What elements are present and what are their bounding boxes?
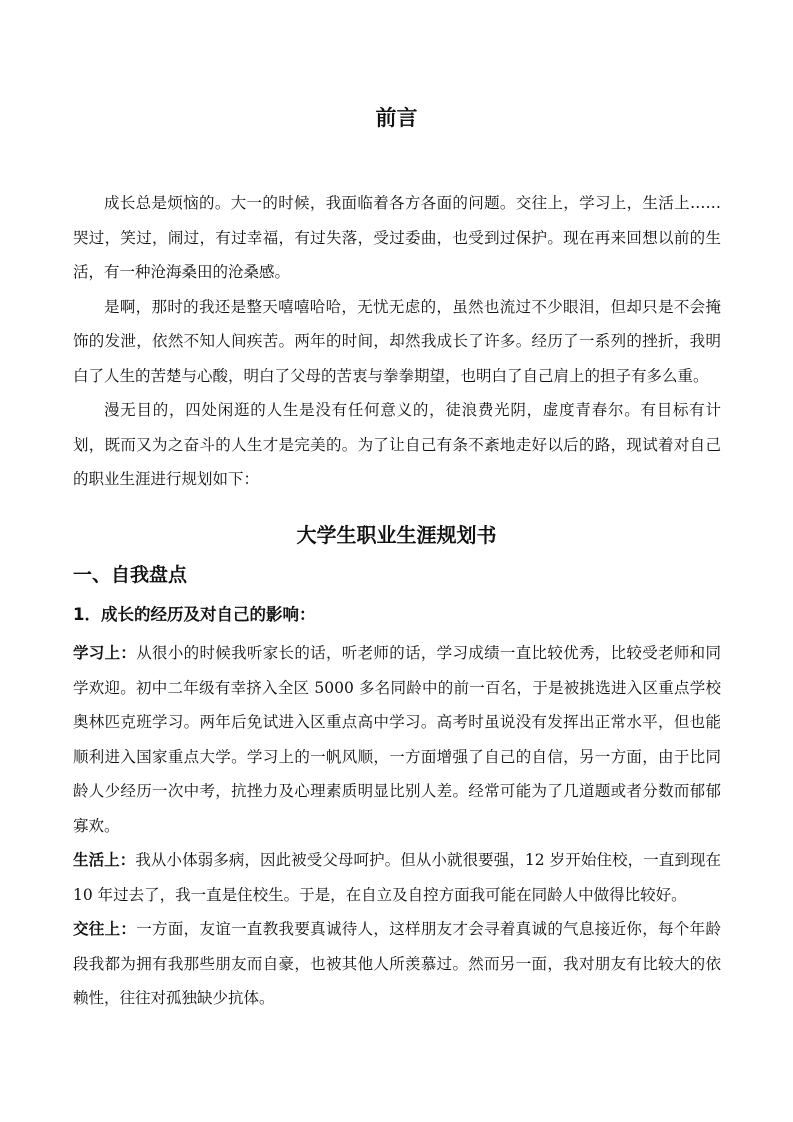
- preface-paragraph: 漫无目的，四处闲逛的人生是没有任何意义的，徒浪费光阴，虚度青春尔。有目标有计划，既而又为之奋斗的人生才是完美的。为了让自己有条不紊地走好以后的路，现试着对自己的职业生涯进行规划如下：: [73, 401, 721, 488]
- social-text: 一方面，友谊一直教我要真诚待人，这样朋友才会寻着真诚的气息接近你，每个年龄段我都为拥有我那些朋友而自豪，也被其他人所羡慕过。然而另一面，我对朋友有比较大的依赖性，往往对孤独缺少抗体。: [73, 920, 721, 1007]
- study-lead: 学习上：: [73, 644, 137, 662]
- preface-body: [73, 186, 721, 497]
- plan-title: 大学生职业生涯规划书: [296, 523, 497, 547]
- life-text: 我从小体弱多病，因此被受父母呵护。但从小就很要强，12 岁开始住校，一直到现在 10 年过去了，我一直是住校生。于是，在自立及自控方面我可能在同龄人中做得比较好。: [73, 851, 721, 904]
- experience-life: [73, 843, 721, 912]
- preface-paragraph: 是啊，那时的我还是整天嘻嘻哈哈，无忧无虑的，虽然也流过不少眼泪，但却只是不会掩饰的发泄，依然不知人间疾苦。两年的时间，却然我成长了许多。经历了一系列的挫折，我明白了人生的苦楚与心酸，明白了父母的苦衷与拳拳期望，也明白了自己肩上的担子有多么重。: [73, 297, 721, 385]
- experience-details: [73, 636, 721, 1016]
- life-lead: 生活上：: [73, 851, 136, 869]
- study-text: 从很小的时候我听家长的话，听老师的话，学习成绩一直比较优秀，比较受老师和同学欢迎。初中二年级有幸挤入全区 5000 多名同龄中的前一百名，于是被挑选进入区重点学校奥林匹克班学习。两年后免试进入区重点高中学习。高考时虽说没有发挥出正常水平，但也能顺利进入国家重点大学。学习上的一帆风顺，一方面增强了自己的自信，另一方面，由于比同龄人少经历一次中考，抗挫力及心理素质明显比别人差。经常可能为了几道题或者分数而郁郁寡欢。: [73, 644, 721, 835]
- social-lead: 交往上：: [73, 920, 137, 938]
- experience-social: [73, 912, 721, 1016]
- subsection-heading: 1．成长的经历及对自己的影响：: [73, 605, 316, 624]
- experience-study: [73, 636, 721, 843]
- preface-paragraph: 成长总是烦恼的。大一的时候，我面临着各方各面的问题。交往上，学习上，生活上……哭过，笑过，闹过，有过幸福，有过失落，受过委曲，也受到过保护。现在再来回想以前的生活，有一种沧海桑田的沧桑感。: [73, 194, 721, 281]
- preface-title: 前言: [375, 106, 418, 130]
- section-heading: 一、自我盘点: [73, 564, 188, 586]
